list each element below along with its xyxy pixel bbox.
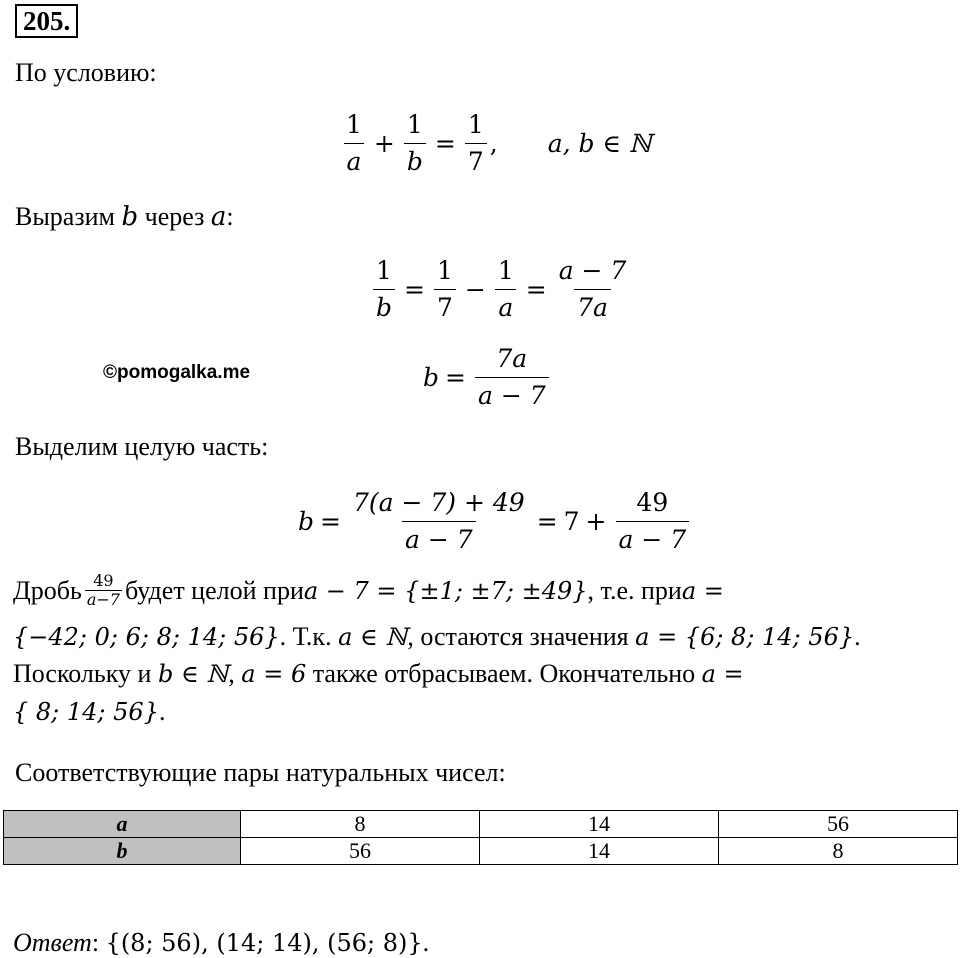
table-cell: 8 [241,811,480,838]
fraction: $\frac{1}{b}$ [373,256,395,323]
answer-label: Ответ [13,928,92,957]
table-row [4,838,958,865]
equation-1-over-b: $\frac{1}{b}$ = $\frac{1}{7}$ − $\frac{1}{a}$ = $\frac{a - 7}{7a}$ [370,256,632,323]
equation-integer-part: b = $\frac{7(a - 7) + 49}{a - 7}$ = 7 + $\frac{49}{a - 7}$ [298,488,692,555]
row-header-a: a [4,811,241,838]
table-cell: 8 [719,838,958,865]
small-fraction: $\frac{49}{a-7}$ [86,571,120,609]
paragraph-line-1: Дробь $\frac{49}{a-7}$ будет целой при a − 7 = {±1; ±7; ±49} , т.е. при a = [13,571,724,609]
table-cell: 14 [480,811,719,838]
watermark: ©pomogalka.me [103,362,251,383]
problem-number: 205. [15,4,78,38]
table-cell: 56 [719,811,958,838]
intro-text: По условию: [15,58,157,87]
fraction: $\frac{7a}{a - 7}$ [475,344,549,411]
domain-statement: a, b ∈ ℕ [547,129,652,158]
fraction: $\frac{1}{a}$ [343,110,365,177]
integer-part-label: Выделим целую часть: [15,432,269,461]
answer-value: {(8; 56), (14; 14), (56; 8)} [105,929,423,957]
table-cell: 56 [241,838,480,865]
fraction: $\frac{1}{a}$ [495,256,517,323]
fraction: $\frac{7(a - 7) + 49}{a - 7}$ [352,488,525,554]
fraction: $\frac{1}{b}$ [404,110,426,177]
row-header-b: b [4,838,241,865]
equation-b: b = $\frac{7a}{a - 7}$ [423,344,552,411]
paragraph-line-2: {−42; 0; 6; 8; 14; 56}. Т.к. a ∈ ℕ, остаются значения a = {6; 8; 14; 56}. [13,622,861,651]
fraction: $\frac{49}{a - 7}$ [616,488,690,555]
paragraph-line-3: Поскольку и b ∈ ℕ, a = 6 также отбрасываем. Окончательно a = [13,659,744,688]
fraction: $\frac{1}{7}$ [465,110,487,177]
express-line: Выразим b через a: [15,202,234,232]
paragraph-line-4: { 8; 14; 56}. [13,697,166,726]
condition-equation: $\frac{1}{a}$ + $\frac{1}{b}$ = $\frac{1}{7}$ , a, b ∈ ℕ [340,110,652,177]
table-cell: 14 [480,838,719,865]
fraction: $\frac{1}{7}$ [434,256,456,323]
fraction: $\frac{a - 7}{7a}$ [558,256,627,322]
answer-line: Ответ: {(8; 56), (14; 14), (56; 8)}. [13,928,430,957]
pairs-table [3,810,958,865]
pairs-label: Соответствующие пары натуральных чисел: [15,758,506,787]
table-row [4,811,958,838]
